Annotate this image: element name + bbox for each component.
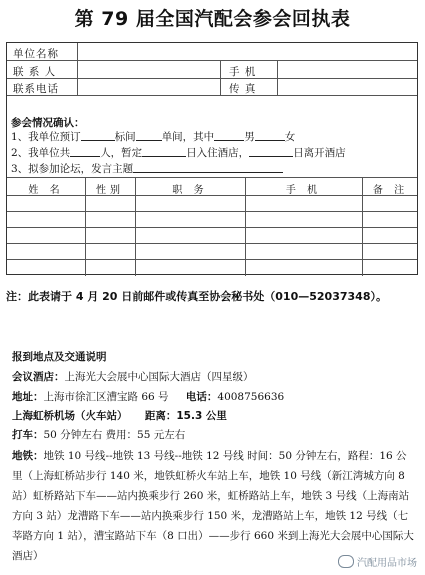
submission-note: 注：此表请于 4 月 20 日前邮件或传真至协会秘书处（010—52037348）。 xyxy=(6,290,387,303)
fax-label: 传 真 xyxy=(229,83,257,95)
wechat-icon xyxy=(338,555,354,568)
confirm-line-1: 1、我单位预订 标间 单间，其中 男 女 xyxy=(11,131,296,143)
column-remarks: 备 注 xyxy=(372,185,409,196)
attendee-count-blank[interactable] xyxy=(70,146,100,157)
phone-label: 联系电话 xyxy=(13,83,59,95)
report-title: 报到地点及交通说明 xyxy=(12,351,107,363)
address-row: 地址：上海市徐汇区漕宝路 66 号 电话：4008756636 xyxy=(12,391,285,403)
female-count-blank[interactable] xyxy=(255,130,285,141)
watermark: 汽配用品市场 xyxy=(338,554,417,569)
column-gender: 性别 xyxy=(96,185,124,196)
confirm-line-3: 3、拟参加论坛，发言主题 xyxy=(11,161,283,176)
confirm-line-2: 2、我单位共 人，暂定 日入住酒店， 日离开酒店 xyxy=(11,147,346,159)
section-title: 参会情况确认： xyxy=(11,117,85,129)
mobile-label: 手 机 xyxy=(229,66,257,78)
page-title: 第 79 届全国汽配会参会回执表 xyxy=(74,8,351,30)
standard-room-blank[interactable] xyxy=(81,130,115,141)
checkin-date-blank[interactable] xyxy=(142,146,186,157)
single-room-blank[interactable] xyxy=(136,130,162,141)
column-position: 职 务 xyxy=(172,185,208,196)
metro-instructions: 地铁：地铁 10 号线--地铁 13 号线--地铁 12 号线 时间：50 分钟左右，路程：16 公里（上海虹桥站步行 140 米，地铁虹桥火车站上车，地铁 10 号线（新江湾城方向 8 站）虹桥路站下车——站内换乘步行 260 米，虹桥路站上车，地铁 3 号线（上海南站方向 3 站）龙漕路下车——站内换乘步行 150 米，龙漕路站上车，地铁 12 号线（七莘路方向 1 站），漕宝路站下车（8 口出）——步行 660 米到上海光大会展中心国际大酒店） xyxy=(12,450,414,562)
checkout-date-blank[interactable] xyxy=(249,146,293,157)
airport-row: 上海虹桥机场（火车站） 距离：15.3 公里 xyxy=(12,410,227,422)
speech-topic-blank[interactable] xyxy=(133,162,283,173)
company-name-label: 单位名称 xyxy=(13,48,59,60)
taxi-row: 打车：50 分钟左右 费用：55 元左右 xyxy=(12,429,186,441)
contact-person-label: 联 系 人 xyxy=(13,66,57,78)
hotel-row: 会议酒店：上海光大会展中心国际大酒店（四星级） xyxy=(12,371,254,383)
column-mobile: 手 机 xyxy=(285,185,322,196)
registration-form xyxy=(6,42,418,275)
male-count-blank[interactable] xyxy=(214,130,244,141)
column-name: 姓 名 xyxy=(28,185,64,196)
